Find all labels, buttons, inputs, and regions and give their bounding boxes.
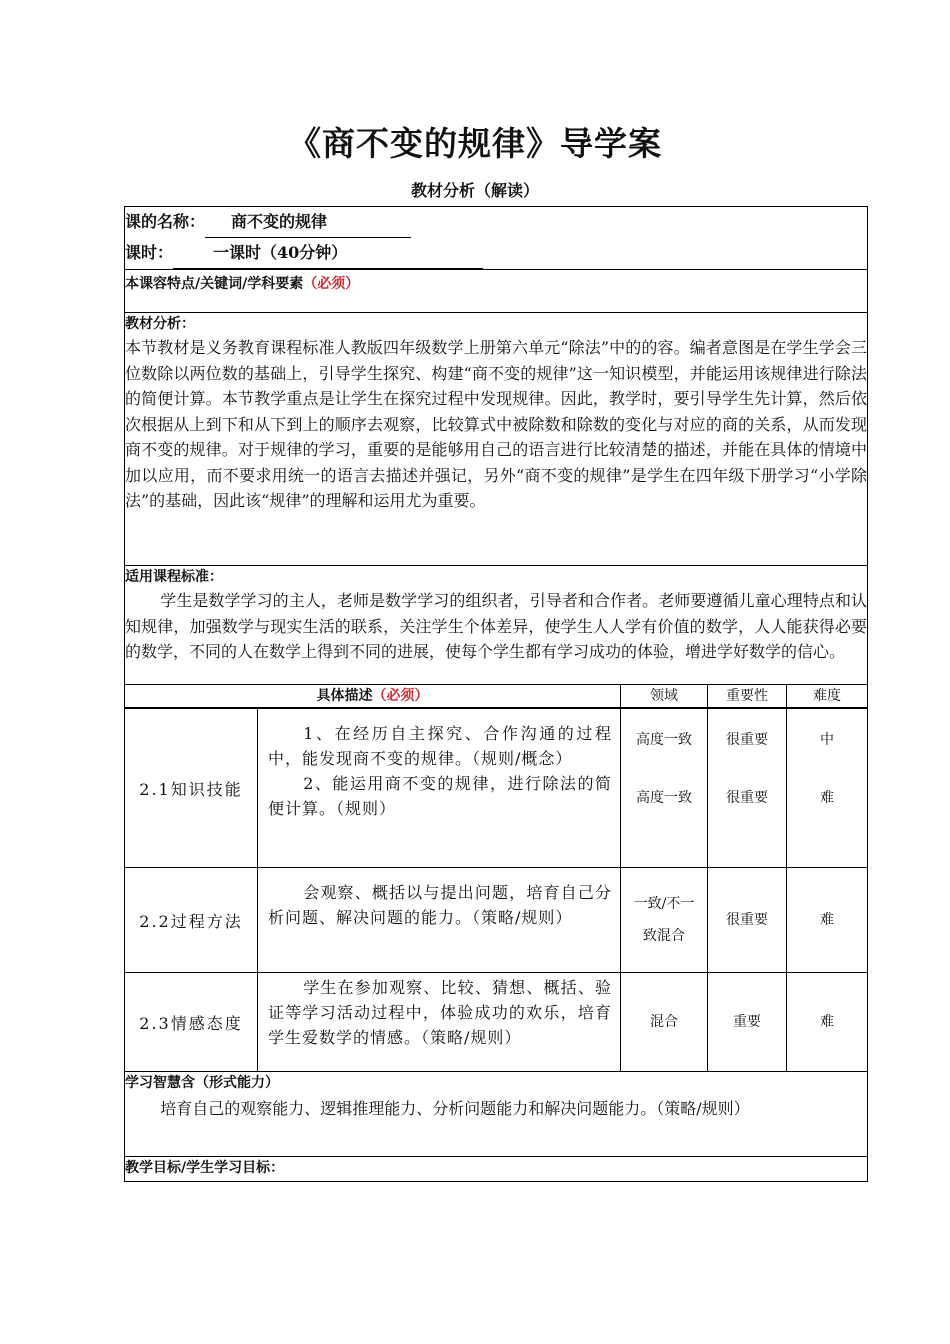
row-domain: 一致/不一致混合: [621, 868, 708, 973]
page-title: 《商不变的规律》导学案: [288, 124, 662, 163]
importance-header: 重要性: [708, 685, 787, 708]
row-description: [258, 973, 621, 1072]
page-subtitle: 教材分析（解读）: [410, 181, 539, 200]
row-importance-value: 很重要: [726, 790, 768, 806]
row-domain: [621, 709, 708, 868]
lesson-plan-table: [124, 206, 868, 1182]
table-row: [125, 973, 868, 1072]
row-difficulty-value: 难: [820, 790, 835, 806]
standard-text: 学生是数学学习的主人，老师是数学学习的组织者，引导者和合作者。老师要遵循儿童心理特点和认知规律，加强数学与现实生活的联系，关注学生个体差异，使学生人人学有价值的数学，人人能获得必要的数学，不同的人在数学上得到不同的进展，使每个学生都有学习成功的体验，增进学好数学的信心。: [125, 591, 868, 661]
table-row: [125, 709, 868, 868]
row-description-item: 2、能运用商不变的规律，进行除法的简便计算。（规则）: [268, 774, 612, 818]
row-category: 2.3情感态度: [125, 973, 258, 1072]
course-name-value: 商不变的规律: [205, 207, 411, 238]
row-description: [258, 868, 621, 973]
row-importance: 很重要: [708, 868, 787, 973]
desc-header: [125, 685, 621, 708]
domain-header: 领域: [621, 685, 708, 708]
wisdom-text: 培育自己的观察能力、逻辑推理能力、分析问题能力和解决问题能力。（策略/规则）: [160, 1099, 750, 1118]
course-name-label: 课的名称：: [125, 212, 206, 231]
features-required: （必须）: [303, 276, 360, 292]
standard-cell: [125, 566, 868, 685]
analysis-cell: [125, 313, 868, 566]
row-importance: 重要: [708, 973, 787, 1072]
row-difficulty: 难: [787, 868, 868, 973]
features-label: 本课容特点/关键词/学科要素: [125, 276, 304, 292]
difficulty-header: 难度: [787, 685, 868, 708]
row-description-item: 1、在经历自主探究、合作沟通的过程中，能发现商不变的规律。（规则/概念）: [268, 724, 612, 768]
table-row: [125, 868, 868, 973]
row-difficulty-value: 中: [820, 732, 835, 748]
row-description-item: 会观察、概括以与提出问题，培育自己分析问题、解决问题的能力。（策略/规则）: [268, 883, 612, 927]
goals-cell: [125, 1157, 868, 1182]
row-importance-value: 很重要: [726, 732, 768, 748]
course-info-cell: [125, 207, 868, 270]
row-importance: [708, 709, 787, 868]
row-description-item: 学生在参加观察、比较、猜想、概括、验证等学习活动过程中，体验成功的欢乐，培育学生爱数学的情感。（策略/规则）: [268, 978, 612, 1047]
analysis-label: 教材分析：: [125, 316, 195, 332]
row-difficulty: [787, 709, 868, 868]
row-category: 2.2过程方法: [125, 868, 258, 973]
row-domain-value: 高度一致: [636, 732, 692, 748]
analysis-text: 本节教材是义务教育课程标准人教版四年级数学上册第六单元“除法”中的的容。编者意图是在学生学会三位数除以两位数的基础上，引导学生探究、构建“商不变的规律”这一知识模型，并能运用该规律进行除法的简便计算。本节教学重点是让学生在探究过程中发现规律。因此，教学时，要引导学生先计算，然后依次根据从上到下和从下到上的顺序去观察，比较算式中被除数和除数的变化与对应的商的关系，从而发现商不变的规律。对于规律的学习，重要的是能够用自己的语言进行比较清楚的描述，并能在具体的情境中加以应用，而不要求用统一的语言去描述并强记，另外“商不变的规律”是学生在四年级下册学习“小学除法”的基础，因此该“规律”的理解和运用尤为重要。: [125, 338, 868, 510]
course-period-value: 一课时（40分钟）: [173, 238, 483, 269]
row-domain-value: 高度一致: [636, 790, 692, 806]
wisdom-cell: [125, 1072, 868, 1157]
row-description: [258, 709, 621, 868]
course-name-line: [125, 207, 867, 238]
course-period-label: 课时：: [125, 243, 174, 262]
features-cell: [125, 270, 868, 313]
wisdom-label: 学习智慧含（形式能力）: [125, 1075, 279, 1091]
desc-header-required: （必须）: [372, 688, 429, 704]
row-category: 2.1知识技能: [125, 709, 258, 868]
row-domain: 混合: [621, 973, 708, 1072]
goals-label: 教学目标/学生学习目标：: [125, 1160, 285, 1176]
row-difficulty: 难: [787, 973, 868, 1072]
desc-header-label: 具体描述: [316, 688, 373, 704]
standard-label: 适用课程标准：: [125, 569, 223, 585]
course-period-line: [125, 238, 867, 269]
